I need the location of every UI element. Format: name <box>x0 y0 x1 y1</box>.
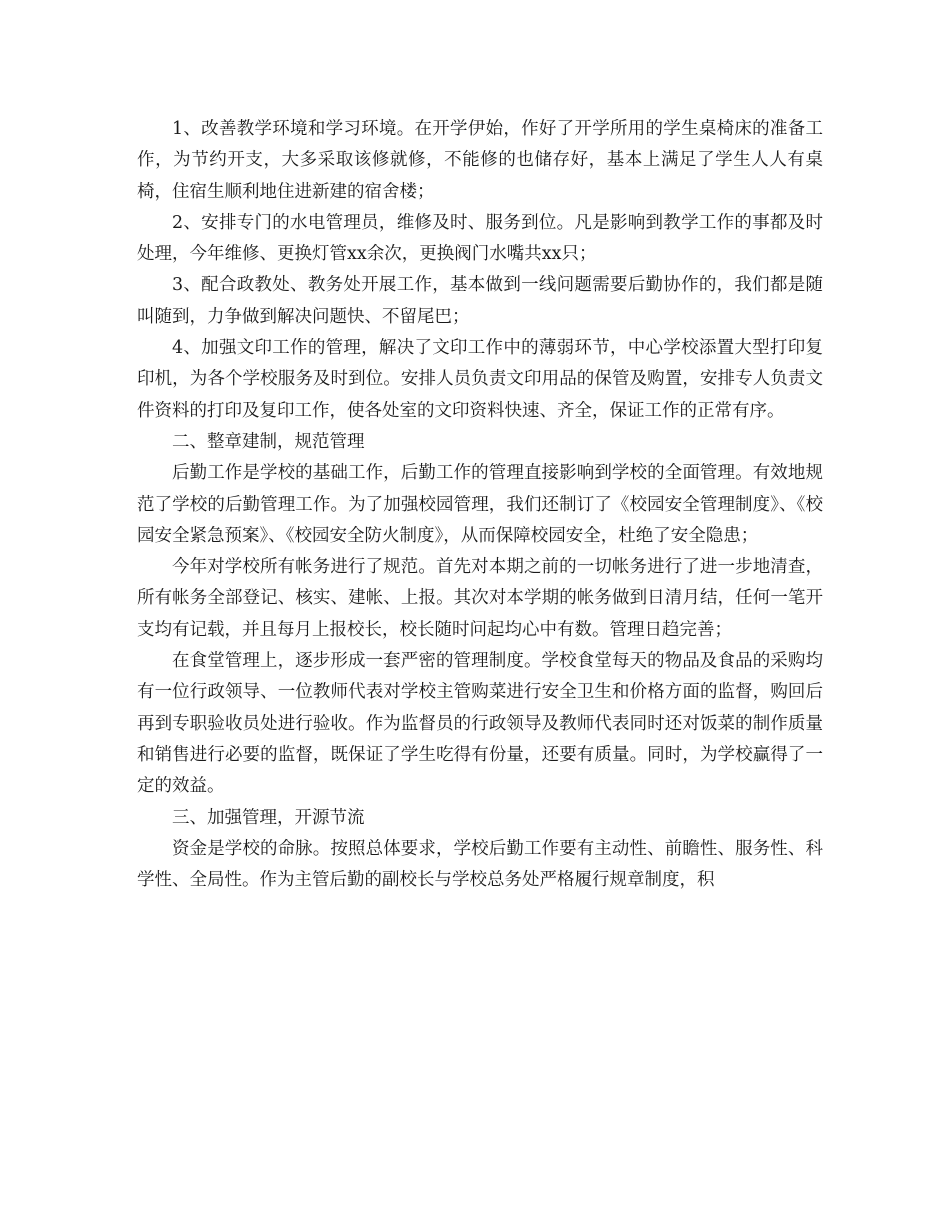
paragraph-logistics: 后勤工作是学校的基础工作，后勤工作的管理直接影响到学校的全面管理。有效地规范了学校的后勤管理工作。为了加强校园管理，我们还制订了《校园安全管理制度》、《校园安全紧急预案》、《校园安全防火制度》，从而保障校园安全，杜绝了安全隐患； <box>137 463 823 546</box>
section-heading-3: 三、加强管理，开源节流 <box>172 807 365 828</box>
paragraph-canteen: 在食堂管理上，逐步形成一套严密的管理制度。学校食堂每天的物品及食品的采购均有一位行政领导、一位教师代表对学校主管购菜进行安全卫生和价格方面的监督，购回后再到专职验收员处进行验收。作为监督员的行政领导及教师代表同时还对饭菜的制作质量和销售进行必要的监督，既保证了学生吃得有份量，还要有质量。同时，为学校赢得了一定的效益。 <box>137 651 823 797</box>
paragraph-item-4: 4、加强文印工作的管理，解决了文印工作中的薄弱环节，中心学校添置大型打印复印机，为各个学校服务及时到位。安排人员负责文印用品的保管及购置，安排专人负责文件资料的打印及复印工作，使各处室的文印资料快速、齐全，保证工作的正常有序。 <box>137 338 823 421</box>
document-body <box>137 114 823 896</box>
paragraph-funds: 资金是学校的命脉。按照总体要求，学校后勤工作要有主动性、前瞻性、服务性、科学性、全局性。作为主管后勤的副校长与学校总务处严格履行规章制度，积 <box>137 838 823 891</box>
paragraph-item-3: 3、配合政教处、教务处开展工作，基本做到一线问题需要后勤协作的，我们都是随叫随到，力争做到解决问题快、不留尾巴； <box>137 275 823 327</box>
paragraph-item-2: 2、安排专门的水电管理员，维修及时、服务到位。凡是影响到教学工作的事都及时处理，今年维修、更换灯管xx余次，更换阀门水嘴共xx只； <box>137 212 823 265</box>
paragraph-item-1: 1、改善教学环境和学习环境。在开学伊始，作好了开学所用的学生桌椅床的准备工作，为节约开支，大多采取该修就修，不能修的也储存好，基本上满足了学生人人有桌椅，住宿生顺利地住进新建的宿舍楼； <box>137 119 823 202</box>
section-heading-2: 二、整章建制，规范管理 <box>172 431 365 452</box>
paragraph-accounts: 今年对学校所有帐务进行了规范。首先对本期之前的一切帐务进行了进一步地清查，所有帐务全部登记、核实、建帐、上报。其次对本学期的帐务做到日清月结，任何一笔开支均有记载，并且每月上报校长，校长随时问起均心中有数。管理日趋完善； <box>137 557 823 640</box>
